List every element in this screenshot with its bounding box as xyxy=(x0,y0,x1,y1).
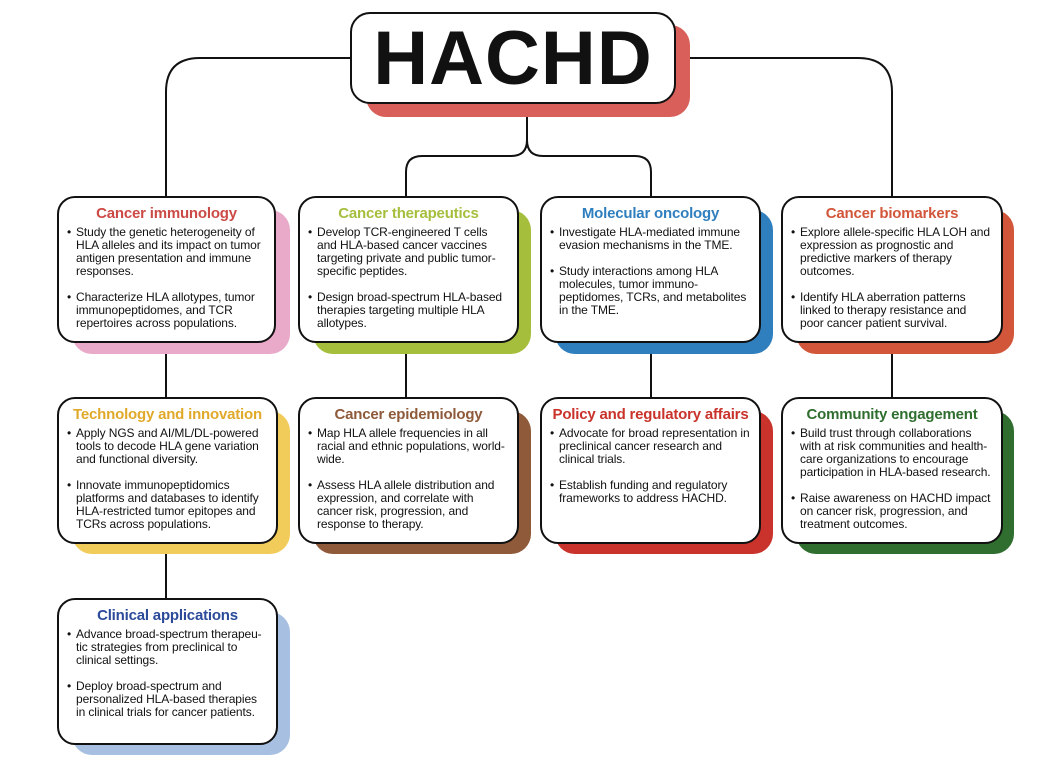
card-title: Molecular oncology xyxy=(581,205,720,222)
card-bullet: • Deploy broad-spectrum and personalized HLA-based therapies in clinical trials for cancer patients. xyxy=(67,680,268,719)
card-title: Community engagement xyxy=(806,406,978,423)
title-box xyxy=(350,12,676,104)
card-bullet: • Advocate for broad representation in preclinical cancer research and clinical trials. xyxy=(550,427,751,466)
card-bullet: • Assess HLA allele distribution and expression, and correlate with cancer risk, progression, and response to therapy. xyxy=(308,479,509,531)
card-bullet: • Establish funding and regulatory frameworks to address HACHD. xyxy=(550,479,751,505)
card-bullet: • Investigate HLA-mediated immune evasion mechanisms in the TME. xyxy=(550,226,751,252)
diagram-title: HACHD xyxy=(373,15,653,101)
card-title: Technology and innovation xyxy=(73,406,262,423)
connector-center-stem xyxy=(406,104,527,198)
connector-left-branch xyxy=(166,58,350,198)
connector-right-branch xyxy=(676,58,892,198)
card-community-engagement xyxy=(781,397,1003,544)
card-title: Clinical applications xyxy=(97,607,238,624)
card-bullet: • Raise awareness on HACHD impact on cancer risk, progression, and treatment outcomes. xyxy=(791,492,993,531)
card-title: Policy and regulatory affairs xyxy=(552,406,749,423)
card-bullet: • Innovate immunopeptidomics platforms and databases to identify HLA-restricted tumor epitopes and TCRs across populations. xyxy=(67,479,268,531)
card-cancer-biomarkers xyxy=(781,196,1003,343)
card-title: Cancer biomarkers xyxy=(825,205,959,222)
card-bullet: • Explore allele-specific HLA LOH and expression as prognostic and predictive markers of therapy outcomes. xyxy=(791,226,993,278)
card-title: Cancer immunology xyxy=(96,205,237,222)
card-bullet: • Study interactions among HLA molecules, tumor immuno-peptidomes, TCRs, and metabolites in the TME. xyxy=(550,265,751,317)
card-cancer-epidemiology xyxy=(298,397,519,544)
card-clinical-applications xyxy=(57,598,278,745)
card-bullet: • Develop TCR-engineered T cells and HLA-based cancer vaccines targeting private and public tumor-specific peptides. xyxy=(308,226,509,278)
card-bullet: • Map HLA allele frequencies in all racial and ethnic populations, world-wide. xyxy=(308,427,509,466)
card-bullet: • Build trust through collaborations with at risk communities and health-care organizations to encourage participation in HLA-based research. xyxy=(791,427,993,479)
card-bullet: • Characterize HLA allotypes, tumor immunopeptidomes, and TCR repertoires across populations. xyxy=(67,291,266,330)
card-technology-innovation xyxy=(57,397,278,544)
card-cancer-immunology xyxy=(57,196,276,343)
card-bullet: • Identify HLA aberration patterns linked to therapy resistance and poor cancer patient survival. xyxy=(791,291,993,330)
card-title: Cancer therapeutics xyxy=(338,205,479,222)
card-bullet: • Study the genetic heterogeneity of HLA alleles and its impact on tumor antigen presentation and immune responses. xyxy=(67,226,266,278)
card-title: Cancer epidemiology xyxy=(334,406,483,423)
card-policy-regulatory xyxy=(540,397,761,544)
connector-center-stem-right xyxy=(527,140,651,198)
card-bullet: • Apply NGS and AI/ML/DL-powered tools to decode HLA gene variation and functional diversity. xyxy=(67,427,268,466)
card-bullet: • Design broad-spectrum HLA-based therapies targeting multiple HLA allotypes. xyxy=(308,291,509,330)
card-molecular-oncology xyxy=(540,196,761,343)
card-cancer-therapeutics xyxy=(298,196,519,343)
card-bullet: • Advance broad-spectrum therapeu-tic strategies from preclinical to clinical settings. xyxy=(67,628,268,667)
